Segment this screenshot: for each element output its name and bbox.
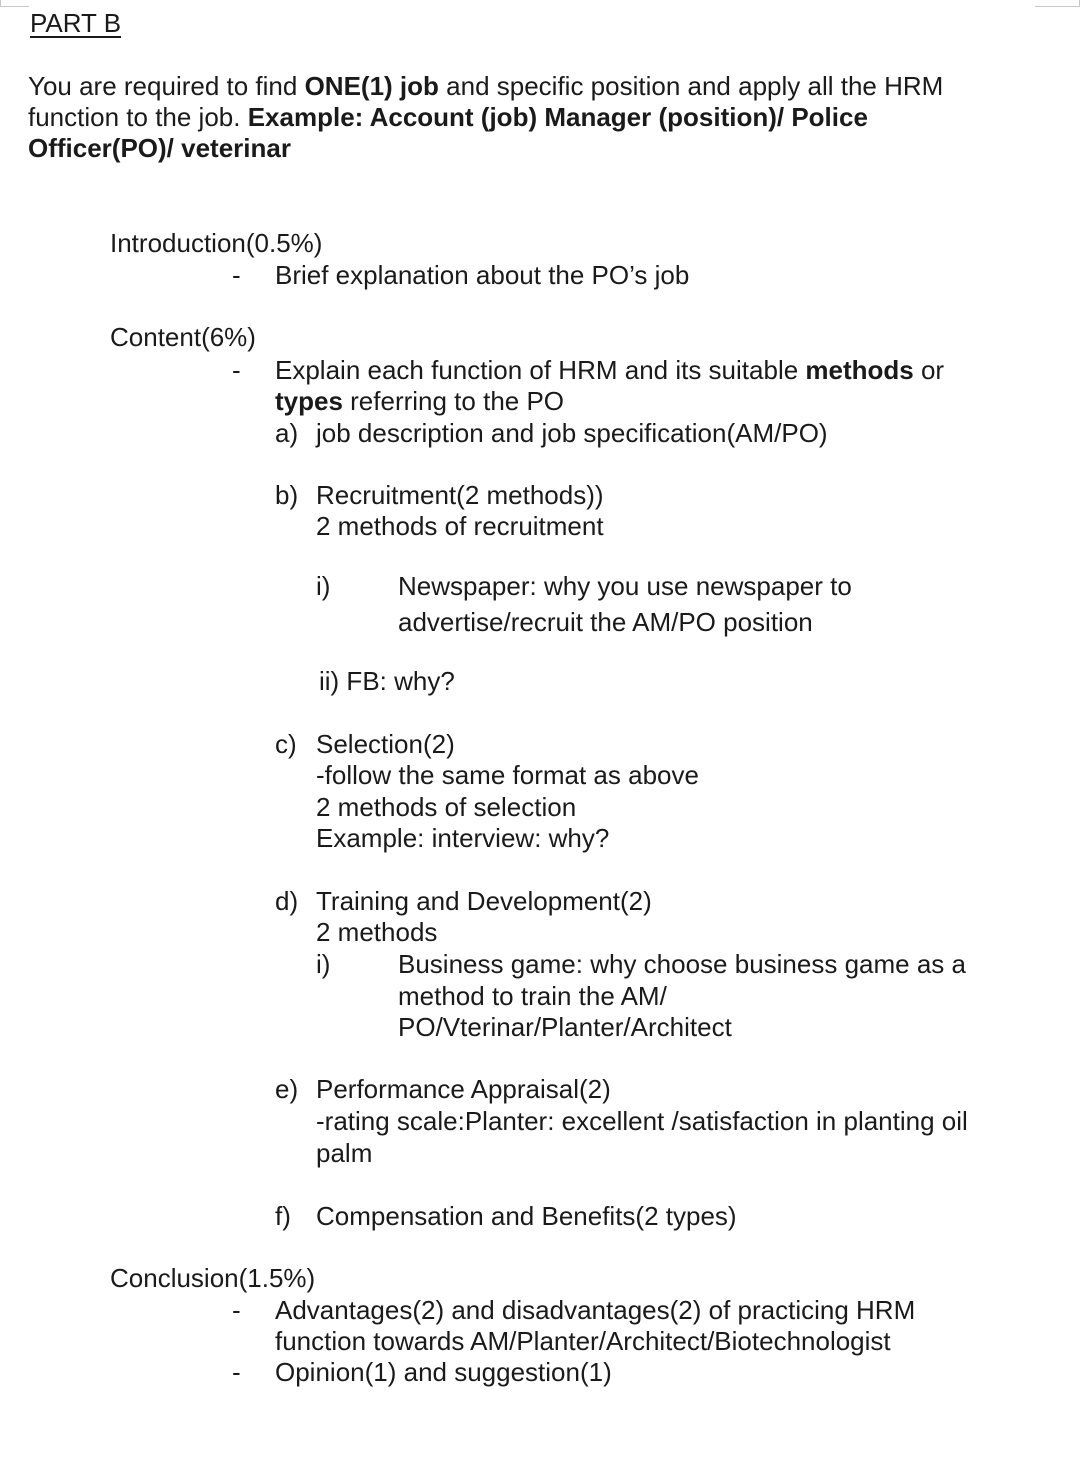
page-corner-right <box>1035 0 1080 7</box>
item-b-sub: 2 methods of recruitment <box>316 511 604 541</box>
item-c-line-2: -follow the same format as above <box>316 760 699 790</box>
page-corner-left <box>0 0 29 7</box>
conclusion-bullet-2: Opinion(1) and suggestion(1) <box>275 1357 612 1387</box>
item-b-text: Recruitment(2 methods)) <box>316 480 604 510</box>
item-c-line-3: 2 methods of selection <box>316 792 577 822</box>
content-bullet-line-2: types referring to the PO <box>275 386 565 416</box>
introduction-heading: Introduction(0.5%) <box>110 228 323 258</box>
item-a-text: job description and job specification(AM/PO) <box>316 418 828 448</box>
item-d-i-line-1: Business game: why choose business game as a <box>398 949 966 979</box>
item-b-i-marker: i) <box>316 571 331 601</box>
conclusion-heading: Conclusion(1.5%) <box>110 1263 316 1293</box>
item-d-line-2: 2 methods <box>316 917 438 947</box>
conclusion-bullet-1-line-1: Advantages(2) and disadvantages(2) of practicing HRM <box>275 1295 916 1325</box>
conclusion-bullet-1-line-2: function towards AM/Planter/Architect/Biotechnologist <box>275 1326 891 1356</box>
item-d-text: Training and Development(2) <box>316 886 652 916</box>
item-f-marker: f) <box>275 1201 291 1231</box>
item-d-i-line-3: PO/Vterinar/Planter/Architect <box>398 1012 732 1042</box>
instructions-line-1: You are required to find ONE(1) job and specific position and apply all the HRM <box>28 71 944 101</box>
content-heading: Content(6%) <box>110 322 256 352</box>
item-a-marker: a) <box>275 418 299 448</box>
introduction-bullet: Brief explanation about the PO’s job <box>275 260 690 290</box>
item-c-marker: c) <box>275 729 297 759</box>
instructions-line-3: Officer(PO)/ veterinar <box>28 133 291 163</box>
item-c-line-4: Example: interview: why? <box>316 823 610 853</box>
bullet-dash: - <box>232 260 241 290</box>
item-f-text: Compensation and Benefits(2 types) <box>316 1201 737 1231</box>
instructions-line-2: function to the job. Example: Account (job) Manager (position)/ Police <box>28 102 868 132</box>
item-d-i-marker: i) <box>316 949 331 979</box>
item-c-text: Selection(2) <box>316 729 455 759</box>
part-title: PART B <box>30 8 122 38</box>
instructions-emphasis-job: ONE(1) job <box>304 71 439 101</box>
content-bullet-line-1: Explain each function of HRM and its suitable methods or <box>275 355 945 385</box>
item-d-i-line-2: method to train the AM/ <box>398 981 667 1011</box>
bullet-dash: - <box>232 1295 241 1325</box>
item-b-marker: b) <box>275 480 299 510</box>
bullet-dash: - <box>232 355 241 385</box>
item-e-marker: e) <box>275 1074 299 1104</box>
item-e-text: Performance Appraisal(2) <box>316 1074 611 1104</box>
item-d-marker: d) <box>275 886 299 916</box>
item-e-line-2: -rating scale:Planter: excellent /satisfaction in planting oil <box>316 1106 968 1136</box>
bullet-dash: - <box>232 1357 241 1387</box>
item-e-line-3: palm <box>316 1138 373 1168</box>
item-b-i-line-2: advertise/recruit the AM/PO position <box>398 607 813 637</box>
item-b-i-line-1: Newspaper: why you use newspaper to <box>398 571 852 601</box>
item-b-ii: ii) FB: why? <box>319 666 455 696</box>
instructions-example: Example: Account (job) Manager (position)/ Police <box>247 102 868 132</box>
instructions <box>28 71 1028 164</box>
